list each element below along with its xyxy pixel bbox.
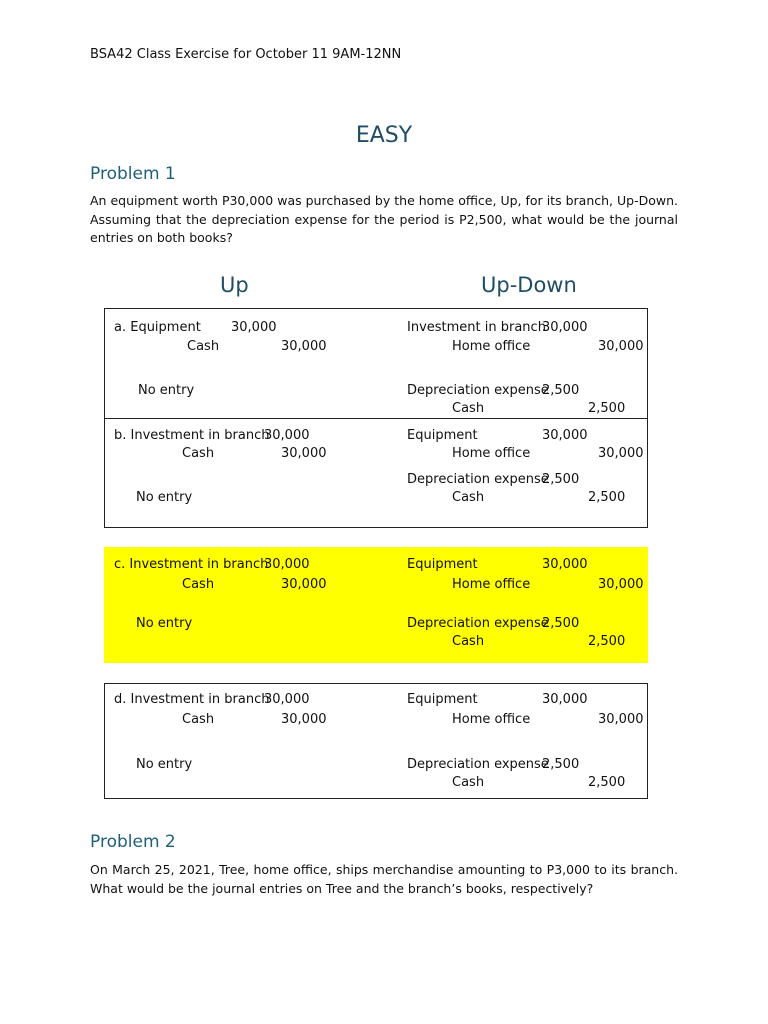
problem-1-text: An equipment worth P30,000 was purchased by the home office, Up, for its branch, Up-Down. Assuming that the depreciation expense for the period is P2,500, what would be the journal entries on both books?	[90, 193, 678, 245]
choice-d-line1-amount: 30,000	[264, 692, 310, 707]
problem-2-heading: Problem 2	[90, 832, 176, 852]
problem-1-heading: Problem 1	[90, 164, 176, 184]
choice-c-no-entry: No entry	[136, 616, 193, 631]
choice-b-line1-amount: 30,000	[264, 428, 310, 443]
choice-b-r-line1-label: Equipment	[407, 428, 478, 443]
problem-2-text: On March 25, 2021, Tree, home office, ships merchandise amounting to P3,000 to its branch. What would be the journal entries on Tree and the branch’s books, respectively?	[90, 862, 678, 896]
choice-d-line2-label: Cash	[182, 712, 215, 727]
choice-c-r-line4-label: Cash	[452, 634, 485, 649]
choice-a-r-line1-amount: 30,000	[542, 320, 588, 335]
choice-a-r-line2-label: Home office	[452, 339, 531, 354]
choice-b-r-line2-amount: 30,000	[598, 446, 644, 461]
choice-d-line1-label: d. Investment in branch	[114, 692, 270, 707]
choice-d-r-line4-amount: 2,500	[588, 775, 626, 790]
choice-b-r-line2-label: Home office	[452, 446, 531, 461]
choice-d-r-line3-label: Depreciation expense	[407, 757, 549, 772]
document-header: BSA42 Class Exercise for October 11 9AM-12NN	[90, 47, 402, 62]
choice-a-r-line1-label: Investment in branch	[407, 320, 546, 335]
column-heading-up-down: Up-Down	[481, 273, 577, 297]
choice-c-line1-label: c. Investment in branch	[114, 557, 269, 572]
choice-d-r-line2-label: Home office	[452, 712, 531, 727]
choice-a-no-entry: No entry	[138, 383, 195, 398]
choice-a-r-line4-label: Cash	[452, 401, 485, 416]
choice-a-line2-label: Cash	[187, 339, 220, 354]
column-heading-up: Up	[220, 273, 249, 297]
choice-b-line1-label: b. Investment in branch	[114, 428, 270, 443]
choice-d-r-line1-label: Equipment	[407, 692, 478, 707]
choice-a-r-line3-label: Depreciation expense	[407, 383, 549, 398]
choice-b-line2-amount: 30,000	[281, 446, 327, 461]
choice-a-r-line2-amount: 30,000	[598, 339, 644, 354]
choice-c-r-line1-label: Equipment	[407, 557, 478, 572]
choice-a-r-line3-amount: 2,500	[542, 383, 580, 398]
choice-c-r-line1-amount: 30,000	[542, 557, 588, 572]
choice-b-r-line4-amount: 2,500	[588, 490, 626, 505]
choice-b-r-line3-label: Depreciation expense	[407, 472, 549, 487]
choice-c-r-line3-amount: 2,500	[542, 616, 580, 631]
section-title: EASY	[355, 123, 413, 148]
choice-d-no-entry: No entry	[136, 757, 193, 772]
choice-d-r-line4-label: Cash	[452, 775, 485, 790]
choice-d-line2-amount: 30,000	[281, 712, 327, 727]
choice-c-line2-amount: 30,000	[281, 577, 327, 592]
choice-d-r-line1-amount: 30,000	[542, 692, 588, 707]
choice-c-r-line2-label: Home office	[452, 577, 531, 592]
choice-c-line1-amount: 30,000	[264, 557, 310, 572]
choice-b-r-line1-amount: 30,000	[542, 428, 588, 443]
choice-c-r-line4-amount: 2,500	[588, 634, 626, 649]
choice-c-r-line3-label: Depreciation expense	[407, 616, 549, 631]
choice-b-r-line3-amount: 2,500	[542, 472, 580, 487]
choice-a-line1-label: a. Equipment	[114, 320, 201, 335]
choice-b-r-line4-label: Cash	[452, 490, 485, 505]
choice-b-no-entry: No entry	[136, 490, 193, 505]
choice-c-line2-label: Cash	[182, 577, 215, 592]
choice-divider	[104, 418, 648, 419]
choice-b-line2-label: Cash	[182, 446, 215, 461]
choice-d-r-line3-amount: 2,500	[542, 757, 580, 772]
choice-a-r-line4-amount: 2,500	[588, 401, 626, 416]
choice-a-line1-amount: 30,000	[231, 320, 277, 335]
choice-d-r-line2-amount: 30,000	[598, 712, 644, 727]
choice-c-r-line2-amount: 30,000	[598, 577, 644, 592]
choice-a-line2-amount: 30,000	[281, 339, 327, 354]
